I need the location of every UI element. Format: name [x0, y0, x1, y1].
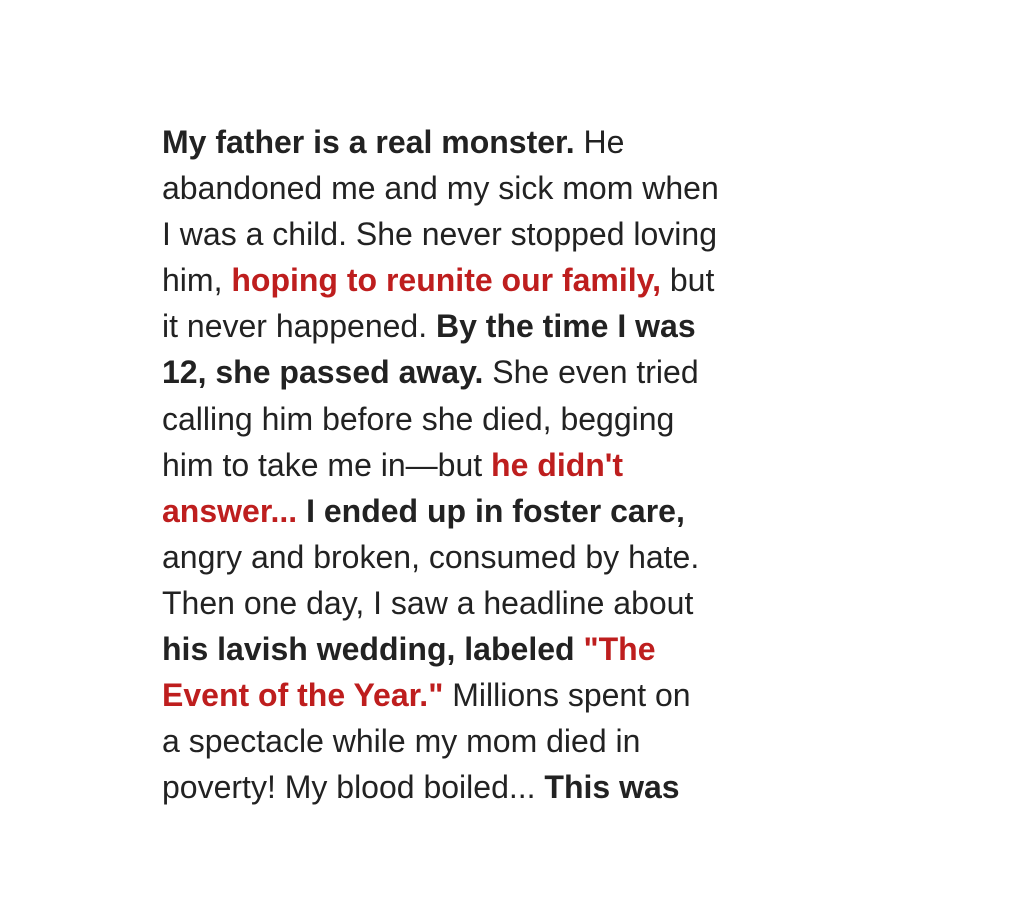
body-text: He: [574, 124, 625, 160]
story-line-5: [162, 303, 882, 349]
body-text: calling him before she died, begging: [162, 400, 675, 437]
body-text: it never happened.: [162, 308, 436, 345]
story-line-12: [162, 626, 882, 672]
body-text: him,: [162, 262, 232, 299]
body-text: She even tried: [483, 354, 699, 391]
body-text: Then one day, I saw a headline about: [162, 584, 694, 621]
body-text: him to take me in—but: [162, 446, 492, 483]
emphasis-text: 12, she passed away.: [162, 354, 484, 391]
emphasis-text: his lavish wedding, labeled: [162, 631, 584, 668]
story-line-6: [162, 349, 882, 395]
story-line-7: [162, 396, 882, 442]
story-line-3: [162, 211, 882, 257]
story-line-10: [162, 534, 882, 580]
story-line-1: [162, 119, 882, 165]
story-text-block: [162, 119, 882, 810]
body-text: Millions spent on: [443, 677, 691, 714]
story-line-15: [162, 764, 882, 810]
story-line-4: [162, 257, 882, 303]
story-line-8: [162, 442, 882, 488]
story-line-2: [162, 165, 882, 211]
highlight-text: "The: [583, 631, 656, 668]
body-text: but: [660, 262, 715, 299]
highlight-text: Event of the Year.": [162, 677, 444, 714]
emphasis-text: By the time I was: [435, 308, 696, 345]
emphasis-text: I ended up in foster care,: [297, 492, 685, 529]
body-text: angry and broken, consumed by hate.: [162, 538, 700, 575]
story-line-9: [162, 488, 882, 534]
story-line-11: [162, 580, 882, 626]
body-text: abandoned me and my sick mom when: [162, 170, 719, 207]
emphasis-text: My father is a real monster.: [162, 124, 575, 160]
emphasis-text: This was: [544, 769, 680, 806]
highlight-text: he didn't: [491, 446, 624, 483]
highlight-text: answer...: [162, 492, 298, 529]
highlight-text: hoping to reunite our family,: [231, 262, 661, 299]
body-text: poverty! My blood boiled...: [162, 769, 545, 806]
story-line-14: [162, 718, 882, 764]
body-text: a spectacle while my mom died in: [162, 723, 641, 760]
story-line-13: [162, 672, 882, 718]
body-text: I was a child. She never stopped loving: [162, 216, 717, 253]
